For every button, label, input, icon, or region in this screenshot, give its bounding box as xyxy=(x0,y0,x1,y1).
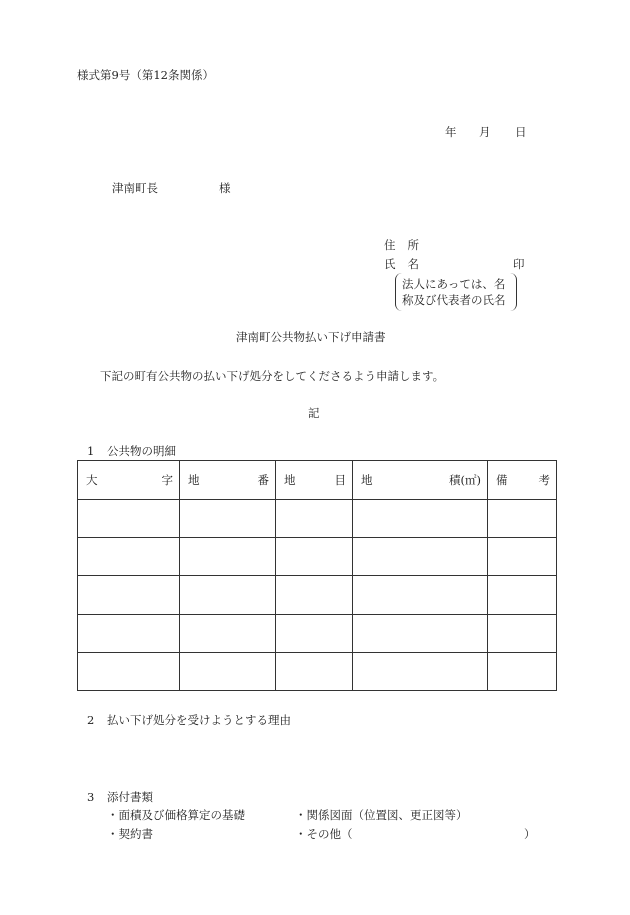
attachment-other-close: ） xyxy=(524,827,536,841)
addressee-honorific: 様 xyxy=(219,181,231,195)
section3-label: 添付書類 xyxy=(107,790,153,804)
header-chimoku: 地 目 xyxy=(276,461,353,500)
table-row xyxy=(78,500,557,538)
table-cell[interactable] xyxy=(180,652,276,690)
section3-number: 3 xyxy=(87,790,95,804)
addressee-name: 津南町長 xyxy=(112,181,158,195)
form-number: 様式第9号（第12条関係） xyxy=(77,68,214,82)
table-row xyxy=(78,538,557,576)
header-aza: 大 字 xyxy=(78,461,180,500)
table-cell[interactable] xyxy=(78,538,180,576)
table-cell[interactable] xyxy=(276,652,353,690)
date-month: 月 xyxy=(479,125,491,139)
table-cell[interactable] xyxy=(180,576,276,614)
table-cell[interactable] xyxy=(276,500,353,538)
table-cell[interactable] xyxy=(78,500,180,538)
table-cell[interactable] xyxy=(488,500,557,538)
table-cell[interactable] xyxy=(180,538,276,576)
address-label: 住 所 xyxy=(384,238,419,252)
table-header-row xyxy=(78,461,557,500)
table-cell[interactable] xyxy=(276,538,353,576)
details-table xyxy=(77,460,557,691)
table-cell[interactable] xyxy=(78,576,180,614)
table-cell[interactable] xyxy=(353,614,488,652)
section1-number: 1 xyxy=(87,444,95,458)
table-cell[interactable] xyxy=(78,652,180,690)
section2-label: 払い下げ処分を受けようとする理由 xyxy=(107,713,291,727)
attachment-related-drawings: ・関係図面（位置図、更正図等） xyxy=(295,808,468,822)
corporate-note-line2: 称及び代表者の氏名 xyxy=(402,293,506,307)
table-row xyxy=(78,652,557,690)
header-biko: 備 考 xyxy=(488,461,557,500)
ki-mark: 記 xyxy=(308,406,320,420)
table-cell[interactable] xyxy=(488,652,557,690)
table-cell[interactable] xyxy=(488,614,557,652)
date-day: 日 xyxy=(515,125,527,139)
table-row xyxy=(78,576,557,614)
attachment-other: ・その他（ xyxy=(295,827,353,841)
table-cell[interactable] xyxy=(353,576,488,614)
table-cell[interactable] xyxy=(276,576,353,614)
table-row xyxy=(78,614,557,652)
name-label: 氏 名 xyxy=(384,257,419,271)
attachment-area-basis: ・面積及び価格算定の基礎 xyxy=(107,808,245,822)
table-cell[interactable] xyxy=(353,500,488,538)
table-cell[interactable] xyxy=(353,538,488,576)
body-text: 下記の町有公共物の払い下げ処分をしてくださるよう申請します。 xyxy=(100,369,445,383)
table-cell[interactable] xyxy=(276,614,353,652)
date-year: 年 xyxy=(445,125,457,139)
table-cell[interactable] xyxy=(78,614,180,652)
seal-mark: 印 xyxy=(513,257,525,271)
corporate-note xyxy=(395,273,517,311)
attachment-contract: ・契約書 xyxy=(107,827,153,841)
section1-label: 公共物の明細 xyxy=(107,444,176,458)
header-chiban: 地 番 xyxy=(180,461,276,500)
section2-number: 2 xyxy=(87,713,95,727)
table-cell[interactable] xyxy=(488,576,557,614)
table-cell[interactable] xyxy=(180,500,276,538)
corporate-note-line1: 法人にあっては、名 xyxy=(402,277,506,291)
table-cell[interactable] xyxy=(180,614,276,652)
table-cell[interactable] xyxy=(353,652,488,690)
document-title: 津南町公共物払い下げ申請書 xyxy=(236,330,386,344)
header-chiseki: 地 積(㎡) xyxy=(353,461,488,500)
table-cell[interactable] xyxy=(488,538,557,576)
